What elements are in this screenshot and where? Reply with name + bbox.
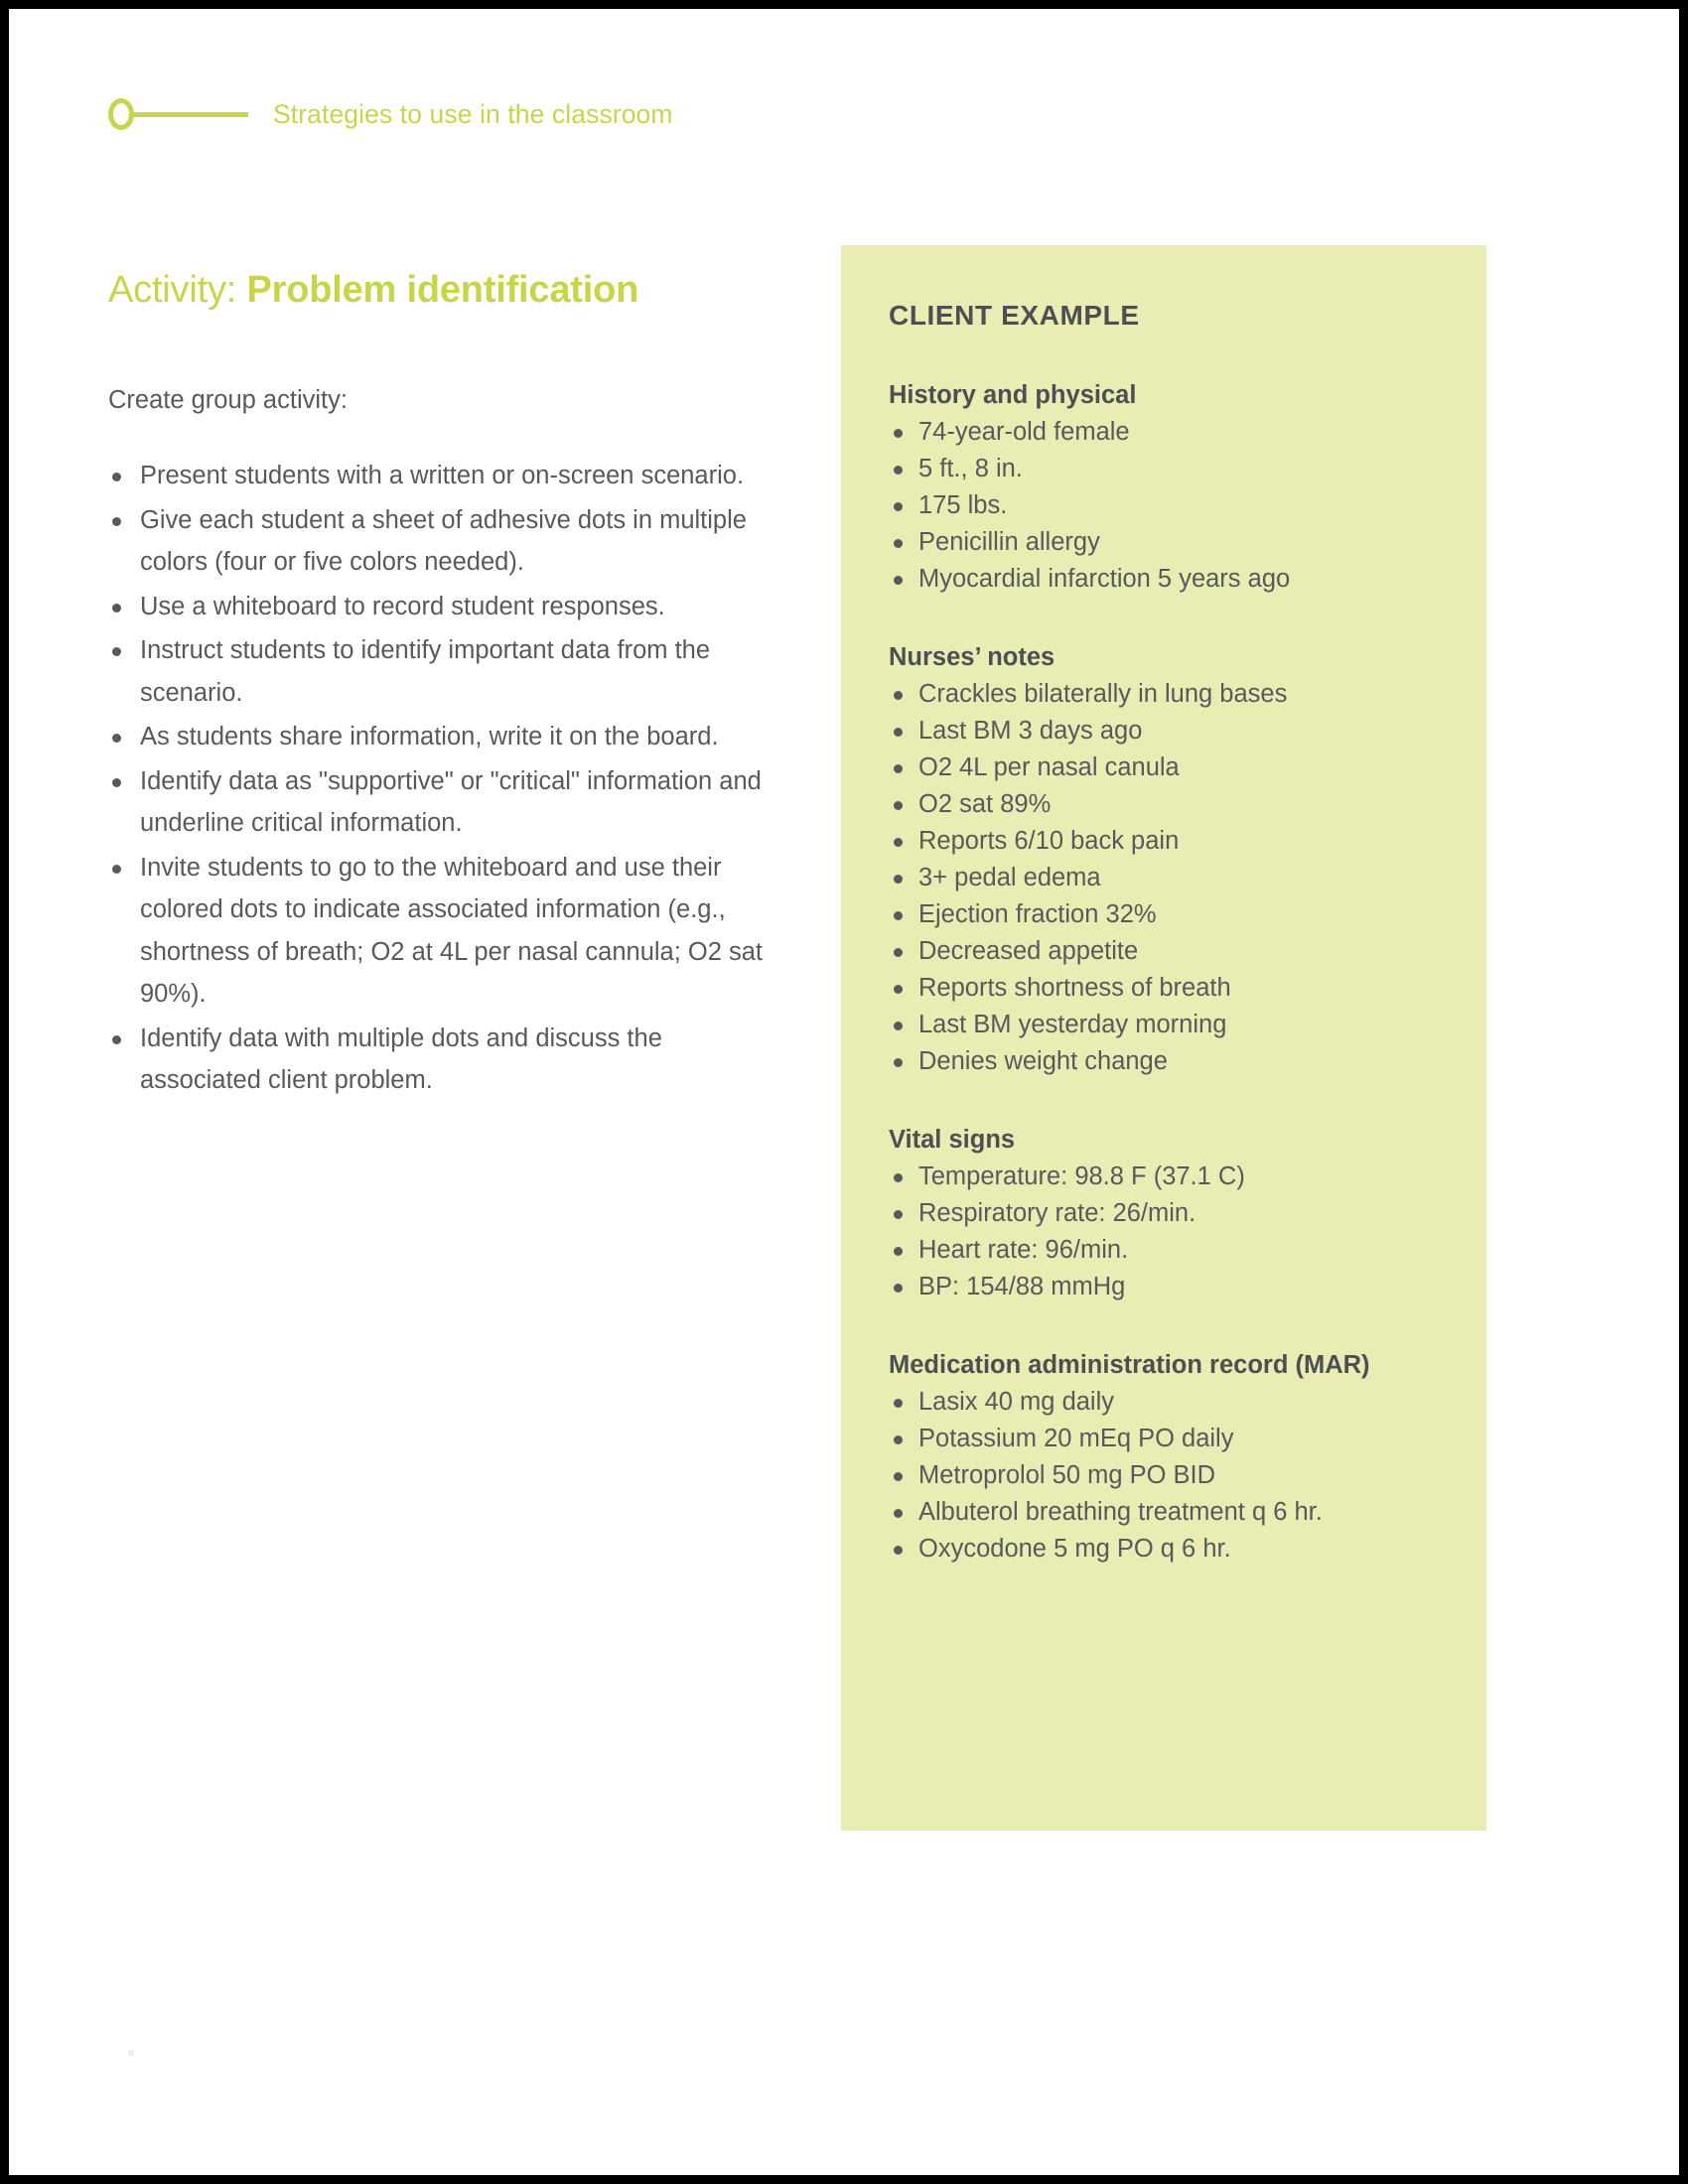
section-medication-administration-record (889, 1347, 1447, 1568)
list-item: 175 lbs. (889, 487, 1447, 524)
list-item: O2 4L per nasal canula (889, 750, 1447, 786)
list-item: As students share information, write it on the board. (108, 716, 783, 758)
section-title: Medication administration record (MAR) (889, 1351, 1370, 1379)
activity-column (108, 269, 783, 1104)
list-item: Invite students to go to the whiteboard and use their colored dots to indicate associated information (e.g., shortness of breath; O2 at 4L per nasal cannula; O2 sat 90%). (108, 847, 783, 1016)
list-item: 74-year-old female (889, 414, 1447, 451)
list-item: 3+ pedal edema (889, 860, 1447, 896)
list-item: Temperature: 98.8 F (37.1 C) (889, 1159, 1447, 1195)
list-item: Last BM yesterday morning (889, 1007, 1447, 1043)
page-title-main: Problem identification (246, 269, 639, 311)
section-history-and-physical (889, 377, 1447, 598)
list-item: Use a whiteboard to record student responses. (108, 586, 783, 628)
list-item: Identify data with multiple dots and discuss the associated client problem. (108, 1018, 783, 1102)
page-title-prefix: Activity: (108, 269, 237, 311)
list-item: Penicillin allergy (889, 524, 1447, 561)
list-item: Identify data as "supportive" or "critical" information and underline critical information. (108, 760, 783, 845)
client-example-content (841, 245, 1486, 1568)
breadcrumb (108, 96, 673, 132)
list-item: Albuterol breathing treatment q 6 hr. (889, 1494, 1447, 1531)
list-item: Instruct students to identify important data from the scenario. (108, 629, 783, 714)
list-item: Heart rate: 96/min. (889, 1232, 1447, 1269)
list-item: Present students with a written or on-screen scenario. (108, 455, 783, 497)
section-list (889, 676, 1447, 1080)
client-example-panel (841, 245, 1486, 1831)
page-content (9, 9, 1679, 2175)
section-vital-signs (889, 1122, 1447, 1305)
list-item: Give each student a sheet of adhesive dots in multiple colors (four or five colors needed). (108, 499, 783, 584)
circle-outline-icon (108, 98, 134, 130)
section-list (889, 1159, 1447, 1305)
page-title (108, 269, 783, 312)
list-item: Oxycodone 5 mg PO q 6 hr. (889, 1531, 1447, 1568)
list-item: Metroprolol 50 mg PO BID (889, 1457, 1447, 1494)
list-item: Myocardial infarction 5 years ago (889, 561, 1447, 598)
activity-steps-list (108, 415, 783, 1102)
list-item: 5 ft., 8 in. (889, 451, 1447, 487)
list-item: O2 sat 89% (889, 786, 1447, 823)
list-item: Respiratory rate: 26/min. (889, 1195, 1447, 1232)
list-item: Reports 6/10 back pain (889, 823, 1447, 860)
list-item: Potassium 20 mEq PO daily (889, 1421, 1447, 1457)
list-item: Decreased appetite (889, 933, 1447, 970)
panel-heading: CLIENT EXAMPLE (889, 300, 1140, 331)
list-item: Lasix 40 mg daily (889, 1384, 1447, 1421)
section-list (889, 1384, 1447, 1568)
section-title: Vital signs (889, 1126, 1016, 1154)
footer-mark (128, 2050, 134, 2056)
breadcrumb-label: Strategies to use in the classroom (273, 98, 673, 129)
section-title: Nurses’ notes (889, 643, 1055, 671)
list-item: Reports shortness of breath (889, 970, 1447, 1007)
section-nurses-notes (889, 639, 1447, 1080)
activity-intro: Create group activity: (108, 386, 348, 414)
section-list (889, 414, 1447, 598)
list-item: Last BM 3 days ago (889, 713, 1447, 750)
list-item: Ejection fraction 32% (889, 896, 1447, 933)
section-title: History and physical (889, 381, 1137, 409)
list-item: Denies weight change (889, 1043, 1447, 1080)
horizontal-rule-icon (134, 112, 248, 117)
list-item: BP: 154/88 mmHg (889, 1269, 1447, 1305)
list-item: Crackles bilaterally in lung bases (889, 676, 1447, 713)
